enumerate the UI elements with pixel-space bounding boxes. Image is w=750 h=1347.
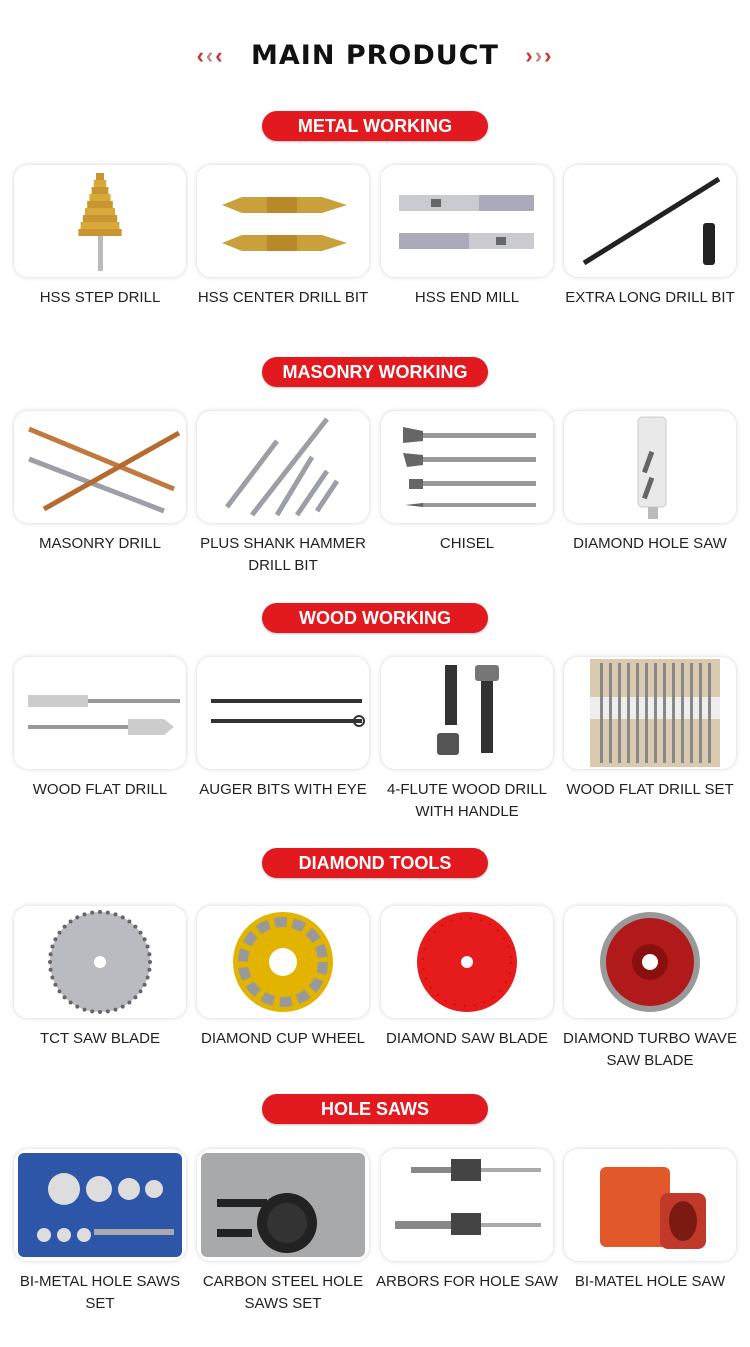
cup-wheel-icon	[197, 906, 369, 1018]
product-label[interactable]: BI-METAL HOLE SAWS SET	[19, 1273, 181, 1312]
hammer-drill-icon	[197, 411, 369, 523]
product-card[interactable]	[381, 906, 553, 1018]
product-label[interactable]: TCT SAW BLADE	[39, 1030, 161, 1047]
section-heading-masonry-working: MASONRY WORKING	[262, 357, 488, 387]
product-card[interactable]	[14, 165, 186, 277]
product-card[interactable]	[197, 165, 369, 277]
section-heading-hole-saws: HOLE SAWS	[262, 1094, 488, 1124]
product-label[interactable]: 4-FLUTE WOOD DRILL WITH HANDLE	[386, 781, 548, 820]
product-label[interactable]: WOOD FLAT DRILL SET	[566, 781, 734, 798]
product-card[interactable]	[564, 906, 736, 1018]
product-card[interactable]	[14, 411, 186, 523]
product-card[interactable]	[381, 657, 553, 769]
hole-saw-icon	[564, 1149, 736, 1261]
product-card[interactable]	[564, 657, 736, 769]
product-label[interactable]: BI-MATEL HOLE SAW	[574, 1273, 726, 1290]
product-label[interactable]: HSS END MILL	[414, 289, 520, 306]
flat-drill-set-icon	[564, 657, 736, 769]
step-drill-icon	[14, 165, 186, 277]
center-drill-icon	[197, 165, 369, 277]
masonry-drill-icon	[14, 411, 186, 523]
product-label[interactable]: DIAMOND HOLE SAW	[573, 535, 727, 552]
end-mill-icon	[381, 165, 553, 277]
arbor-icon	[381, 1149, 553, 1261]
product-label[interactable]: AUGER BITS WITH EYE	[199, 781, 367, 798]
long-drill-icon	[564, 165, 736, 277]
product-label[interactable]: PLUS SHANK HAMMER DRILL BIT	[200, 535, 366, 574]
product-card[interactable]	[564, 1149, 736, 1261]
section-heading-metal-working: METAL WORKING	[262, 111, 488, 141]
product-card[interactable]	[14, 657, 186, 769]
product-label[interactable]: CHISEL	[439, 535, 495, 552]
bimetal-set-icon	[14, 1149, 186, 1261]
product-label[interactable]: DIAMOND SAW BLADE	[386, 1030, 548, 1047]
product-label[interactable]: HSS STEP DRILL	[39, 289, 161, 306]
product-card[interactable]	[197, 1149, 369, 1261]
product-label[interactable]: DIAMOND CUP WHEEL	[201, 1030, 365, 1047]
product-card[interactable]	[381, 411, 553, 523]
product-label[interactable]: CARBON STEEL HOLE SAWS SET	[202, 1273, 364, 1312]
product-card[interactable]	[14, 1149, 186, 1261]
main-product-header	[0, 38, 750, 74]
product-label[interactable]: DIAMOND TURBO WAVE SAW BLADE	[563, 1030, 737, 1069]
product-label[interactable]: WOOD FLAT DRILL	[32, 781, 168, 798]
chevrons-right-icon: ›››	[525, 43, 554, 68]
product-card[interactable]	[197, 657, 369, 769]
tct-blade-icon	[14, 906, 186, 1018]
product-label[interactable]: MASONRY DRILL	[39, 535, 161, 552]
product-card[interactable]	[197, 411, 369, 523]
chevrons-left-icon: ‹‹‹	[196, 43, 225, 68]
product-label[interactable]: HSS CENTER DRILL BIT	[197, 289, 369, 306]
carbon-set-icon	[197, 1149, 369, 1261]
section-heading-diamond-tools: DIAMOND TOOLS	[262, 848, 488, 878]
turbo-blade-icon	[564, 906, 736, 1018]
product-label[interactable]: ARBORS FOR HOLE SAW	[376, 1273, 558, 1290]
flat-drill-icon	[14, 657, 186, 769]
product-card[interactable]	[381, 165, 553, 277]
auger-bit-icon	[197, 657, 369, 769]
product-card[interactable]	[564, 411, 736, 523]
section-heading-wood-working: WOOD WORKING	[262, 603, 488, 633]
four-flute-drill-icon	[381, 657, 553, 769]
core-bit-icon	[564, 411, 736, 523]
chisel-icon	[381, 411, 553, 523]
diamond-blade-icon	[381, 906, 553, 1018]
page-title: MAIN PRODUCT	[251, 40, 499, 71]
product-label[interactable]: EXTRA LONG DRILL BIT	[565, 289, 735, 306]
product-card[interactable]	[197, 906, 369, 1018]
product-card[interactable]	[564, 165, 736, 277]
product-card[interactable]	[381, 1149, 553, 1261]
product-card[interactable]	[14, 906, 186, 1018]
